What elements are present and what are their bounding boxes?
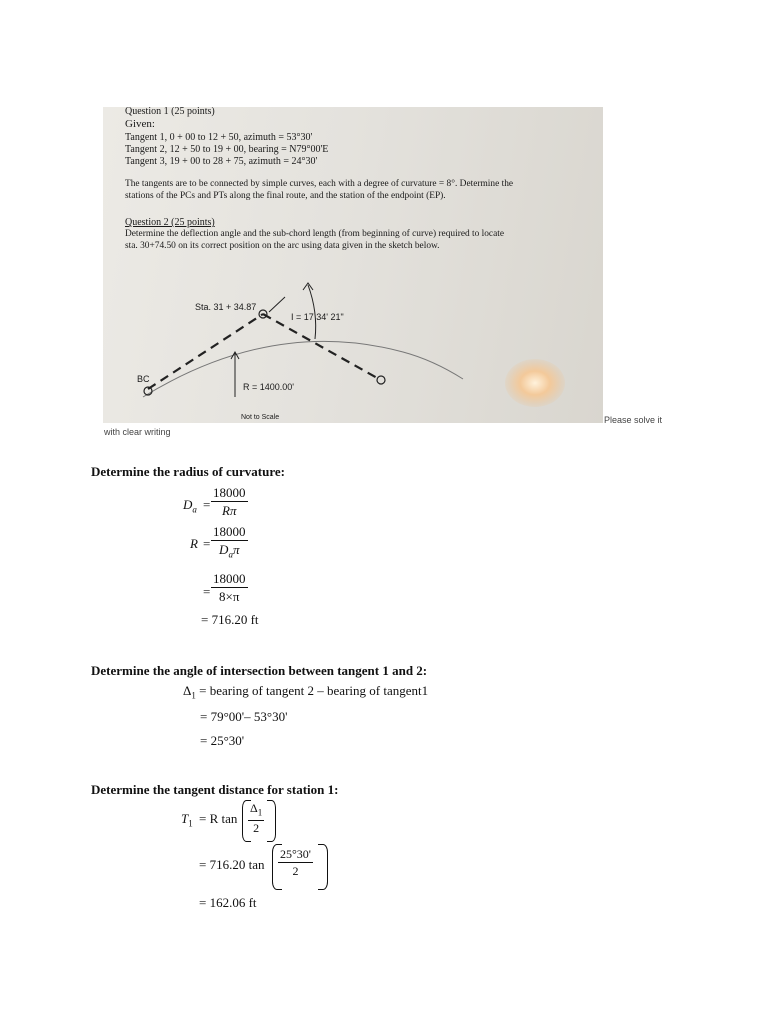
forward-tangent: [263, 314, 379, 379]
please-solve-note: Please solve it: [604, 415, 663, 425]
fraction-delta-2: $\frac{\Delta_1}{2}$: [250, 801, 263, 836]
given-label: Given:: [125, 118, 155, 130]
da-symbol: $D_a$: [183, 497, 197, 515]
ec-point: [377, 376, 385, 384]
tangent-line2-prefix: = 716.20 tan: [199, 857, 265, 872]
eq-sign-3: =: [203, 584, 211, 599]
delta1-equation: $\Delta_1$ = bearing of tangent 2 – bearing of tangent1: [183, 683, 429, 701]
tangent2-text: Tangent 2, 12 + 50 to 19 + 00, bearing = N79°00'E: [125, 144, 329, 155]
fraction-18000-rpi: $\frac{18000}{R\pi}$: [213, 485, 246, 518]
curve-sketch: [103, 107, 603, 423]
q2-text-line2: sta. 30+74.50 on its correct position on the arc using data given in the sketch below.: [125, 241, 440, 251]
question1-title: Question 1 (25 points): [125, 107, 215, 117]
fraction-18000-dapi: 18000 $D_a\pi$: [211, 523, 248, 564]
q1-text-line1: The tangents are to be connected by simple curves, each with a degree of curvature = 8°. Determine the: [125, 179, 514, 189]
r-symbol: R: [190, 536, 198, 551]
t1-symbol: $T_1$: [181, 811, 193, 829]
curve-arc: [143, 341, 463, 397]
tangent3-text: Tangent 3, 19 + 00 to 28 + 75, azimuth = 24°30': [125, 156, 318, 167]
station-leader: [269, 297, 285, 312]
q2-text-line1: Determine the deflection angle and the sub-chord length (from beginning of curve) required to locate: [125, 229, 505, 239]
eq-sign-1: =: [203, 497, 211, 512]
tangent-result: = 162.06 ft: [199, 895, 257, 910]
angle-result: = 25°30': [200, 733, 245, 748]
rtan-text: = R tan: [199, 811, 238, 826]
station-label: Sta. 31 + 34.87: [195, 302, 257, 312]
question-photo: [103, 107, 603, 423]
scale-note: Not to Scale: [241, 414, 280, 421]
radius-label: R = 1400.00': [243, 382, 295, 392]
clear-writing-note: with clear writing: [104, 427, 171, 437]
question2-title: Question 2 (25 points): [125, 217, 215, 228]
q1-text-line2: stations of the PCs and PTs along the final route, and the station of the endpoint (EP).: [125, 191, 446, 201]
fraction-angle-2: $\frac{25^\circ 30'}{2}$: [280, 847, 311, 878]
radius-result: = 716.20 ft: [201, 612, 259, 627]
angle-label: I = 17 34' 21": [291, 312, 344, 322]
section1-heading: Determine the radius of curvature:: [91, 464, 285, 479]
eq-sign-2: =: [203, 536, 211, 551]
right-paren-1: [267, 800, 276, 842]
right-paren-2: [318, 844, 328, 890]
bc-label: BC: [137, 374, 150, 384]
fraction-18000-8pi: $\frac{18000}{8\times\pi}$: [213, 571, 246, 604]
tangent1-text: Tangent 1, 0 + 00 to 12 + 50, azimuth = 53°30': [125, 132, 313, 143]
angle-line2: = 79°00'– 53°30': [200, 709, 288, 724]
section2-heading: Determine the angle of intersection between tangent 1 and 2:: [91, 663, 428, 678]
section3-heading: Determine the tangent distance for station 1:: [91, 782, 339, 797]
angle-arrowhead: [303, 283, 313, 290]
